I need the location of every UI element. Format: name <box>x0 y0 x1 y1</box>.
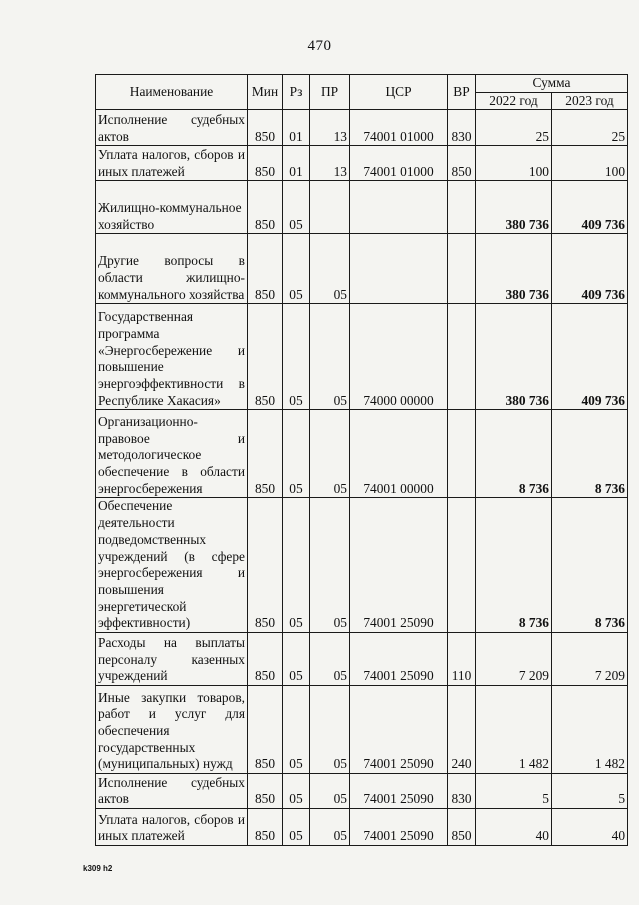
footer-code: k309 h2 <box>83 864 113 873</box>
row-pr: 05 <box>310 633 350 686</box>
header-vr: ВР <box>448 75 476 110</box>
row-value-2022: 5 <box>476 774 552 809</box>
row-value-2023: 100 <box>552 146 628 181</box>
header-pr: ПР <box>310 75 350 110</box>
row-value-2022: 100 <box>476 146 552 181</box>
row-value-2022: 1 482 <box>476 686 552 774</box>
header-csr: ЦСР <box>350 75 448 110</box>
row-name: Жилищно-коммунальное хозяйство <box>96 181 248 234</box>
row-min: 850 <box>248 110 283 146</box>
row-rz: 05 <box>283 774 310 809</box>
row-pr: 05 <box>310 686 350 774</box>
row-name: Исполнение судебных актов <box>96 774 248 809</box>
row-min: 850 <box>248 234 283 304</box>
table-row <box>96 234 628 304</box>
row-value-2022: 8 736 <box>476 410 552 498</box>
row-csr: 74001 01000 <box>350 146 448 181</box>
row-name: Исполнение судебных актов <box>96 110 248 146</box>
row-name: Иные закупки товаров, работ и услуг для обеспечения государственных (муниципальных) нужд <box>96 686 248 774</box>
row-csr <box>350 181 448 234</box>
row-min: 850 <box>248 410 283 498</box>
table-row <box>96 498 628 633</box>
table-row <box>96 686 628 774</box>
row-vr <box>448 410 476 498</box>
row-pr: 13 <box>310 146 350 181</box>
row-min: 850 <box>248 181 283 234</box>
row-name: Другие вопросы в области жилищно-коммунального хозяйства <box>96 234 248 304</box>
table-row <box>96 633 628 686</box>
row-vr <box>448 181 476 234</box>
row-value-2023: 8 736 <box>552 410 628 498</box>
row-name: Государственная программа «Энергосбережение и повышение энергоэффективности в Республике Хакасия» <box>96 304 248 410</box>
row-pr: 05 <box>310 234 350 304</box>
row-rz: 05 <box>283 410 310 498</box>
page-number: 470 <box>307 38 332 54</box>
table-row <box>96 774 628 809</box>
row-value-2023: 8 736 <box>552 498 628 633</box>
table-row <box>96 304 628 410</box>
row-min: 850 <box>248 304 283 410</box>
row-value-2023: 409 736 <box>552 234 628 304</box>
row-csr <box>350 234 448 304</box>
row-pr: 05 <box>310 498 350 633</box>
row-csr: 74001 00000 <box>350 410 448 498</box>
row-name: Организационно-правовое и методологическое обеспечение в области энергосбережения <box>96 410 248 498</box>
row-pr: 05 <box>310 304 350 410</box>
row-pr: 05 <box>310 809 350 846</box>
table-body <box>96 110 628 846</box>
row-name: Уплата налогов, сборов и иных платежей <box>96 146 248 181</box>
row-rz: 05 <box>283 498 310 633</box>
row-csr: 74001 25090 <box>350 633 448 686</box>
row-csr: 74001 25090 <box>350 809 448 846</box>
row-value-2023: 5 <box>552 774 628 809</box>
row-vr: 850 <box>448 146 476 181</box>
row-value-2022: 40 <box>476 809 552 846</box>
table-header <box>96 75 628 110</box>
header-name: Наименование <box>96 75 248 110</box>
row-vr: 830 <box>448 774 476 809</box>
table-row <box>96 410 628 498</box>
row-value-2022: 8 736 <box>476 498 552 633</box>
row-value-2022: 25 <box>476 110 552 146</box>
row-value-2023: 7 209 <box>552 633 628 686</box>
row-pr: 13 <box>310 110 350 146</box>
row-rz: 05 <box>283 234 310 304</box>
row-value-2023: 25 <box>552 110 628 146</box>
header-min: Мин <box>248 75 283 110</box>
row-name: Обеспечение деятельности подведомственных учреждений (в сфере энергосбережения и повышения энергетической эффективности) <box>96 498 248 633</box>
header-sum: Сумма <box>476 75 628 93</box>
row-pr: 05 <box>310 774 350 809</box>
row-vr: 830 <box>448 110 476 146</box>
row-rz: 05 <box>283 686 310 774</box>
row-value-2022: 380 736 <box>476 304 552 410</box>
row-csr: 74001 01000 <box>350 110 448 146</box>
table-row <box>96 110 628 146</box>
header-rz: Рз <box>283 75 310 110</box>
table-row <box>96 809 628 846</box>
row-value-2023: 1 482 <box>552 686 628 774</box>
row-csr: 74001 25090 <box>350 498 448 633</box>
row-min: 850 <box>248 774 283 809</box>
row-pr: 05 <box>310 410 350 498</box>
row-name: Расходы на выплаты персоналу казенных учреждений <box>96 633 248 686</box>
header-year-2022: 2022 год <box>476 92 552 110</box>
row-min: 850 <box>248 809 283 846</box>
header-year-2023: 2023 год <box>552 92 628 110</box>
row-pr <box>310 181 350 234</box>
row-value-2023: 409 736 <box>552 304 628 410</box>
row-csr: 74001 25090 <box>350 686 448 774</box>
row-rz: 01 <box>283 146 310 181</box>
row-min: 850 <box>248 498 283 633</box>
row-vr <box>448 498 476 633</box>
row-rz: 05 <box>283 809 310 846</box>
row-vr <box>448 234 476 304</box>
row-value-2022: 380 736 <box>476 234 552 304</box>
row-vr <box>448 304 476 410</box>
row-rz: 01 <box>283 110 310 146</box>
row-vr: 240 <box>448 686 476 774</box>
row-value-2022: 7 209 <box>476 633 552 686</box>
row-value-2022: 380 736 <box>476 181 552 234</box>
row-name: Уплата налогов, сборов и иных платежей <box>96 809 248 846</box>
row-value-2023: 40 <box>552 809 628 846</box>
row-min: 850 <box>248 633 283 686</box>
row-rz: 05 <box>283 181 310 234</box>
row-csr: 74001 25090 <box>350 774 448 809</box>
row-min: 850 <box>248 686 283 774</box>
table-row <box>96 181 628 234</box>
row-rz: 05 <box>283 304 310 410</box>
row-rz: 05 <box>283 633 310 686</box>
row-vr: 110 <box>448 633 476 686</box>
row-min: 850 <box>248 146 283 181</box>
row-csr: 74000 00000 <box>350 304 448 410</box>
row-value-2023: 409 736 <box>552 181 628 234</box>
row-vr: 850 <box>448 809 476 846</box>
budget-table <box>95 74 628 846</box>
table-row <box>96 146 628 181</box>
